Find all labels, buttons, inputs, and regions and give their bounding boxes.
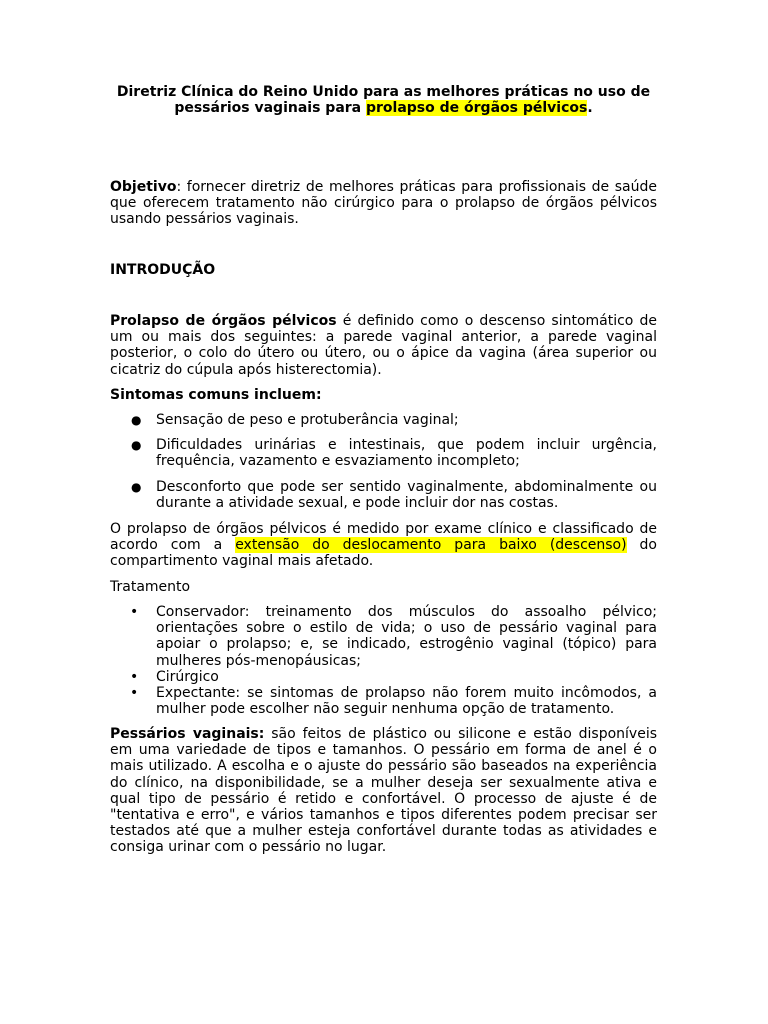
treatment-heading: Tratamento bbox=[110, 579, 191, 595]
list-item: • Expectante: se sintomas de prolapso não forem muito incômodos, a mulher pode escolher não seguir nenhuma opção de tratamento. bbox=[130, 685, 657, 718]
measurement-text: O prolapso de órgãos pélvicos é medido por exame clínico e classificado de acordo com a bbox=[110, 521, 657, 554]
pessaries-label: Pessários vaginais: bbox=[110, 726, 265, 742]
measurement-paragraph bbox=[110, 521, 657, 570]
intro-heading: INTRODUÇÃO bbox=[110, 262, 216, 278]
symptoms-list bbox=[110, 412, 657, 511]
list-item: ● Sensação de peso e protuberância vaginal; bbox=[131, 412, 459, 428]
bullet-icon: ● bbox=[131, 479, 142, 494]
definition-paragraph bbox=[110, 313, 657, 378]
symptoms-heading: Sintomas comuns incluem: bbox=[110, 387, 322, 403]
title-line-2-suffix: . bbox=[587, 100, 593, 116]
list-item: • Conservador: treinamento dos músculos do assoalho pélvico; orientações sobre o estilo de vida; o uso de pessário vaginal para apoiar o prolapso; e, se indicado, estrogênio vaginal (tópico) para mulheres pós-menopáusicas; bbox=[130, 604, 657, 669]
list-item: ● Dificuldades urinárias e intestinais, que podem incluir urgência, frequência, vazamento e esvaziamento incompleto; bbox=[131, 437, 657, 470]
pessaries-text: são feitos de plástico ou silicone e estão disponíveis em uma variedade de tipos e tamanhos. O pessário em forma de anel é o mais utilizado. A escolha e o ajuste do pessário são baseados na experiência do clínico, na disponibilidade, se a mulher deseja ser sexualmente ativa e qual tipo de pessário é retido e confortável. O processo de ajuste é de "tentativa e erro", e vários tamanhos e tipos diferentes podem precisar ser testados até que a mulher esteja confortável durante todas as atividades e consiga urinar com o pessário no lugar. bbox=[110, 726, 658, 856]
bullet-icon: • bbox=[130, 604, 139, 620]
measurement-highlight: extensão do deslocamento para baixo (descenso) bbox=[235, 537, 627, 554]
definition-text: é definido como o descenso sintomático de um ou mais dos seguintes: a parede vaginal anterior, a parede vaginal posterior, o colo do útero ou útero, ou o ápice da vagina (área superior ou cicatriz do cúpula após histerectomia). bbox=[110, 313, 657, 378]
objective-text: : fornecer diretriz de melhores práticas para profissionais de saúde que oferecem tratamento não cirúrgico para o prolapso de órgãos pélvicos usando pessários vaginais. bbox=[110, 179, 657, 228]
list-item: • Cirúrgico bbox=[130, 668, 219, 685]
bullet-icon: ● bbox=[131, 413, 142, 427]
pessaries-paragraph bbox=[110, 726, 657, 856]
measurement-text-end: do compartimento vaginal mais afetado. bbox=[110, 537, 657, 570]
bullet-icon: • bbox=[130, 685, 139, 702]
objective-paragraph bbox=[110, 179, 657, 228]
objective-label: Objetivo bbox=[110, 179, 177, 195]
document-title bbox=[110, 84, 657, 116]
title-line-1: Diretriz Clínica do Reino Unido para as melhores práticas no uso de bbox=[116, 84, 651, 100]
bullet-icon: ● bbox=[131, 438, 142, 453]
title-line-2-prefix: pessários vaginais para bbox=[174, 100, 366, 116]
title-highlight: prolapso de órgãos pélvicos bbox=[366, 100, 588, 116]
list-item: ● Desconforto que pode ser sentido vaginalmente, abdominalmente ou durante a atividade sexual, e pode incluir dor nas costas. bbox=[131, 478, 657, 511]
treatment-list bbox=[110, 604, 657, 717]
bullet-icon: • bbox=[130, 668, 139, 685]
definition-label: Prolapso de órgãos pélvicos bbox=[110, 313, 337, 329]
